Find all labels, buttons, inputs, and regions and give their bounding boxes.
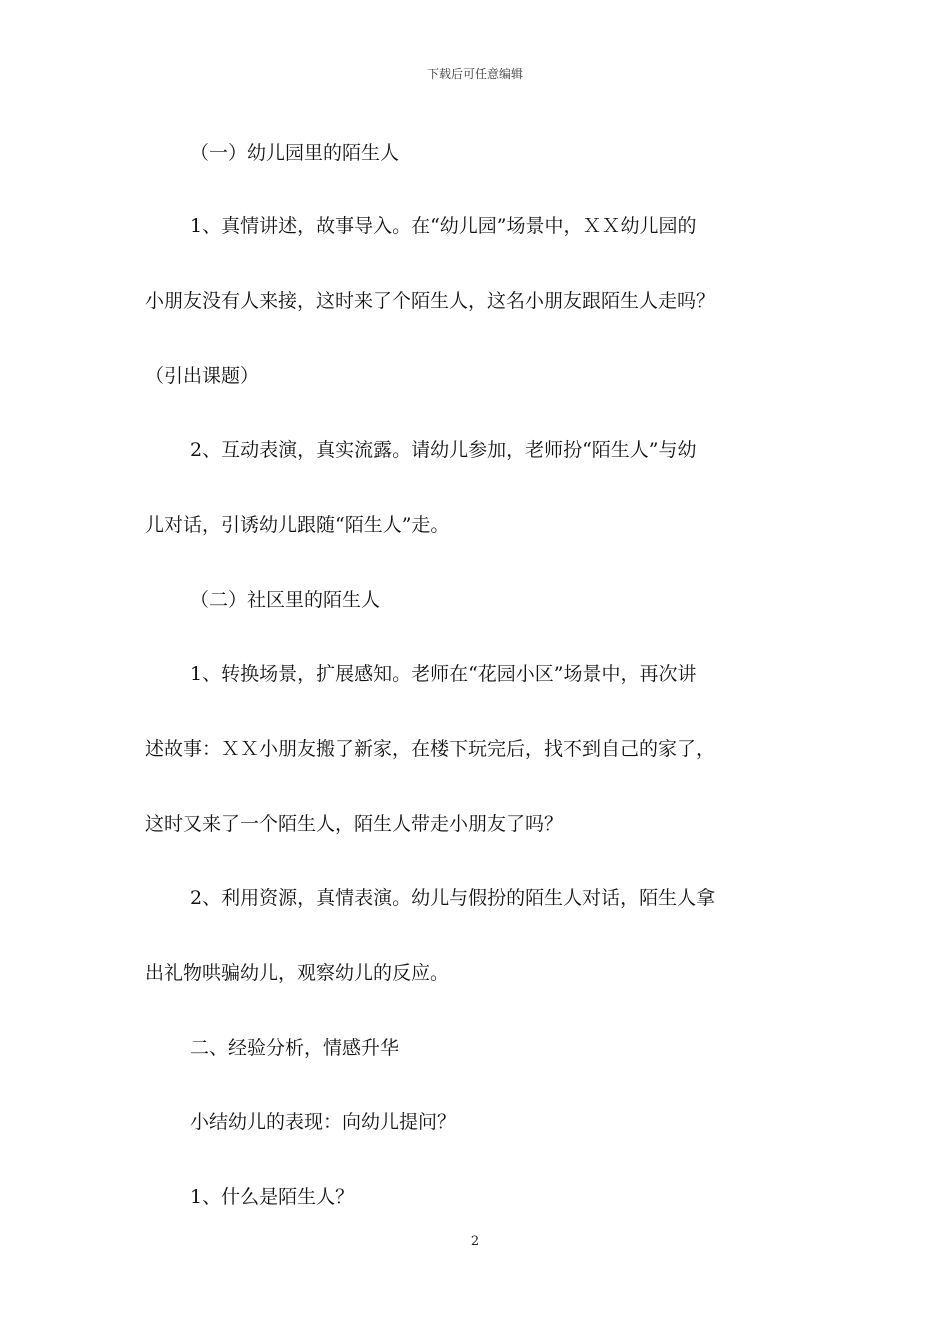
- page-number: 2: [470, 1234, 480, 1249]
- paragraph-line: 小结幼儿的表现：向幼儿提问？: [190, 1111, 457, 1133]
- paragraph-line: 2、利用资源，真情表演。幼儿与假扮的陌生人对话，陌生人拿: [190, 887, 716, 909]
- section-heading-community: （二）社区里的陌生人: [190, 589, 381, 611]
- section-heading-analysis: 二、经验分析，情感升华: [190, 1037, 400, 1059]
- paragraph-line: 1、什么是陌生人？: [190, 1186, 355, 1208]
- paragraph-line: 述故事：ＸＸ小朋友搬了新家，在楼下玩完后，找不到自己的家了，: [145, 738, 716, 760]
- paragraph-line: 出礼物哄骗幼儿，观察幼儿的反应。: [145, 962, 450, 984]
- paragraph-line: （引出课题）: [145, 365, 260, 387]
- paragraph-line: 2、互动表演，真实流露。请幼儿参加，老师扮“陌生人”与幼: [190, 439, 697, 461]
- paragraph-line: 儿对话，引诱幼儿跟随“陌生人”走。: [145, 514, 450, 536]
- page-header: 下载后可任意编辑: [426, 67, 523, 81]
- section-heading-kindergarten: （一）幼儿园里的陌生人: [190, 142, 400, 164]
- paragraph-line: 这时又来了一个陌生人，陌生人带走小朋友了吗？: [145, 813, 564, 835]
- paragraph-line: 小朋友没有人来接，这时来了个陌生人，这名小朋友跟陌生人走吗？: [145, 290, 716, 312]
- paragraph-line: 1、转换场景，扩展感知。老师在“花园小区”场景中，再次讲: [190, 663, 697, 685]
- paragraph-line: 1、真情讲述，故事导入。在“幼儿园”场景中，ＸＸ幼儿园的: [190, 215, 697, 237]
